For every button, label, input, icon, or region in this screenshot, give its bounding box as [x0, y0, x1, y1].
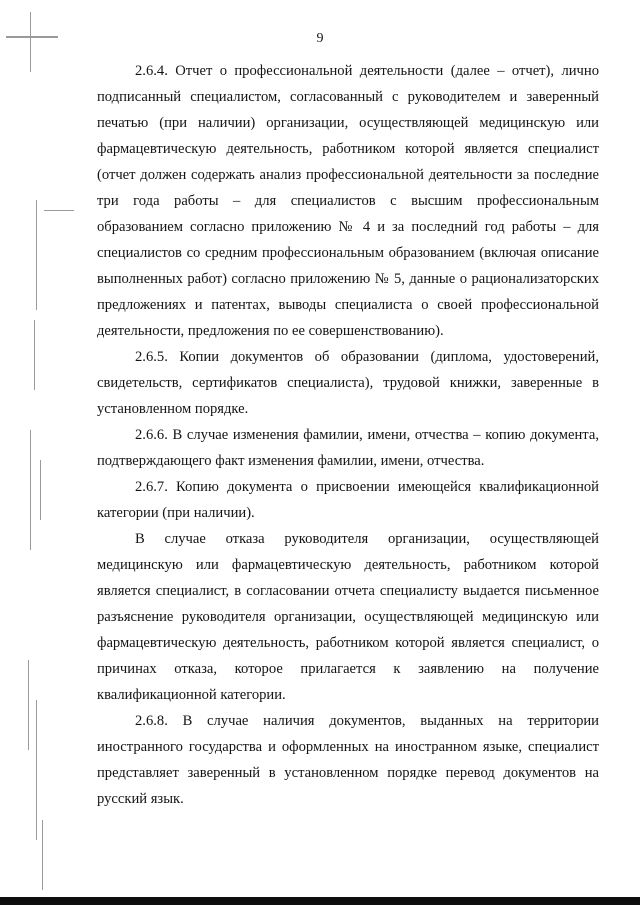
paragraph-refusal: В случае отказа руководителя организации, осуществляющей медицинскую или фармацевтическую деятельность, работником которой является специалист, в согласовании отчета специалисту выдается письменное разъяснение руководителя организации, осуществляющей медицинскую или фармацевтическую деятельность, работником которой является специалист, о причинах отказа, которое прилагается к заявлению на получение квалификационной категории. [97, 531, 599, 703]
paragraph-2-6-8: 2.6.8. В случае наличия документов, выданных на территории иностранного государства и оформленных на иностранном языке, специалист представляет заверенный в установленном порядке перевод документов на русский язык. [97, 713, 599, 807]
scan-bottom-bar [0, 897, 640, 905]
paragraph-2-6-6: 2.6.6. В случае изменения фамилии, имени, отчества – копию документа, подтверждающего факт изменения фамилии, имени, отчества. [97, 427, 599, 469]
page-number: 9 [316, 31, 324, 46]
paragraph-2-6-5: 2.6.5. Копии документов об образовании (диплома, удостоверений, свидетельств, сертификатов специалиста), трудовой книжки, заверенные в установленном порядке. [97, 349, 599, 417]
scan-edge-artifacts [0, 0, 90, 905]
paragraph-2-6-7: 2.6.7. Копию документа о присвоении имеющейся квалификационной категории (при наличии). [97, 479, 599, 521]
document-body [97, 58, 599, 812]
paragraph-2-6-4: 2.6.4. Отчет о профессиональной деятельности (далее – отчет), лично подписанный специалистом, согласованный с руководителем и заверенный печатью (при наличии) организации, осуществляющей медицинскую или фармацевтическую деятельность, работником которой является специалист (отчет должен содержать анализ профессиональной деятельности за последние три года работы – для специалистов с высшим профессиональным образованием согласно приложению № 4 и за последний год работы – для специалистов со средним профессиональным образованием (включая описание выполненных работ) согласно приложению № 5, данные о рационализаторских предложениях и патентах, выводы специалиста о своей профессиональной деятельности, предложения по ее совершенствованию). [97, 63, 599, 339]
